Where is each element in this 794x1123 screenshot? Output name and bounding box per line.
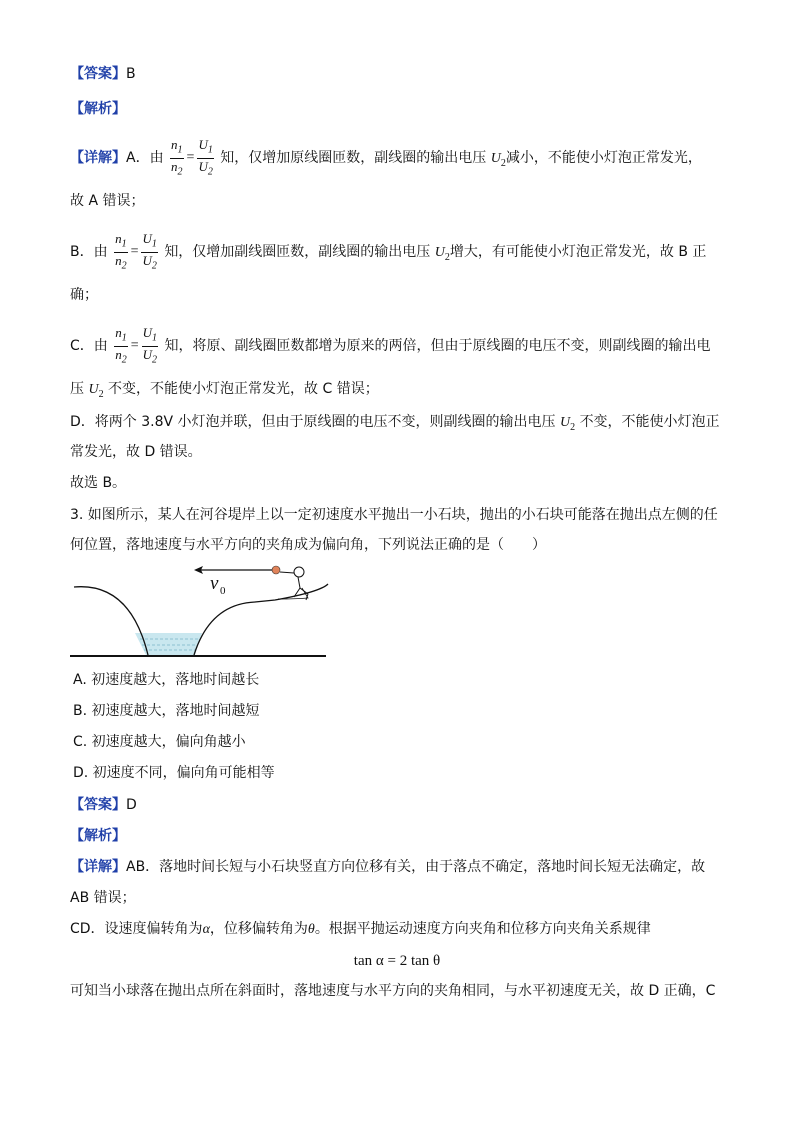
prev-item-d: D．将两个 3.8V 小灯泡并联，但由于原线圈的电压不变，则副线圈的输出电压 $U_2$ 不变，不能使小灯泡正 [70,414,720,433]
stone [272,566,280,574]
alpha-symbol: α [202,922,210,937]
answer-label: 【答案】 [70,797,126,813]
formula-u-ratio: $\frac{U_1}{U_2}$ [142,231,157,272]
formula-u-ratio: $\frac{U_1}{U_2}$ [142,325,158,366]
theta-symbol: θ [307,922,315,937]
prev-conclusion: 故选 B。 [70,475,127,491]
option-a: A. 初速度越大，落地时间越长 [73,672,260,688]
formula-n-ratio: $\frac{n_1}{n_2}$ [115,231,127,272]
prev-item-b: B．由 $\frac{n_1}{n_2}$ = $\frac{U_1}{U_2}$ 知，仅增加副线圈匝数，副线圈的输出电压 $U_2$增大，有可能使小灯泡正常发光，故 B 正 [70,231,707,272]
q3-figure [70,562,335,669]
q3-stem-line1: 3. 如图所示，某人在河谷堤岸上以一定初速度水平抛出一小石块，抛出的小石块可能落在抛出点左侧的任 [70,507,718,523]
q3-detail-ab: 【详解】AB．落地时间长短与小石块竖直方向位移有关，由于落点不确定，落地时间长短无法确定，故 [70,859,706,875]
v0-label: v [210,573,219,594]
prev-item-c: C．由 $\frac{n_1}{n_2}$ = $\frac{U_1}{U_2}$ 知，将原、副线圈匝数都增为原来的两倍，但由于原线圈的电压不变，则副线圈的输出电 [70,325,711,366]
detail-label: 【详解】 [70,859,126,875]
prev-answer [70,66,136,83]
formula-n-ratio: $\frac{n_1}{n_2}$ [115,325,127,366]
q3-stem-line2: 何位置，落地速度与水平方向的夹角成为偏向角，下列说法正确的是（ ） [70,537,546,553]
answer-value: D [126,797,137,813]
formula-u-ratio: $\frac{U_1}{U_2}$ [198,137,213,178]
prev-item-d-line2: 常发光，故 D 错误。 [70,444,202,460]
river-valley-diagram [70,562,335,664]
v0-sub: 0 [220,585,226,597]
q3-answer [70,797,137,814]
q3-final-line: 可知当小球落在抛出点所在斜面时，落地速度与水平方向的夹角相同，与水平初速度无关，故 D 正确，C [70,983,716,999]
prev-item-a: 【详解】A．由 $\frac{n_1}{n_2}$ = $\frac{U_1}{U_2}$ 知，仅增加原线圈匝数，副线圈的输出电压 $U_2$减小，不能使小灯泡正常发光， [70,137,702,178]
tan-equation: tan α = 2 tan θ [353,953,441,969]
prev-item-a-line2: 故 A 错误； [70,193,145,209]
option-b: B. 初速度越大，落地时间越短 [73,703,260,719]
q3-ab-line2: AB 错误； [70,890,136,906]
left-bank [74,587,148,655]
q3-analysis-label: 【解析】 [70,828,126,844]
prev-item-c-line2: 压 $U_2$ 不变，不能使小灯泡正常发光，故 C 错误； [70,381,379,400]
option-d: D. 初速度不同，偏向角可能相等 [73,765,275,781]
prev-item-b-line2: 确； [70,287,98,303]
detail-label: 【详解】 [70,150,126,167]
answer-value: B [126,66,136,82]
person-figure [280,567,308,600]
q3-cd-line1: CD．设速度偏转角为α，位移偏转角为θ。根据平抛运动速度方向夹角和位移方向夹角关系规律 [70,921,651,937]
prev-analysis-label: 【解析】 [70,101,126,117]
formula-n-ratio: $\frac{n_1}{n_2}$ [171,137,183,178]
answer-label: 【答案】 [70,66,126,82]
option-c: C. 初速度越大，偏向角越小 [73,734,246,750]
